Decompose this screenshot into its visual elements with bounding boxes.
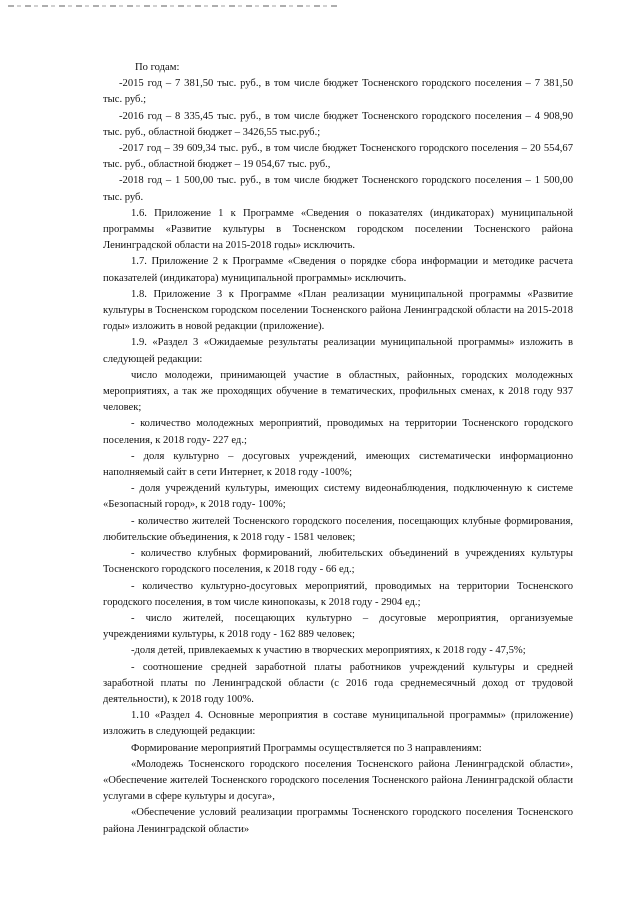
result-cctv-share: - доля учреждений культуры, имеющих систему видеонаблюдения, подключенную к системе «Безопасный город», к 2018 году- 100%; bbox=[103, 483, 573, 511]
result-youth-events: - количество молодежных мероприятий, проводимых на территории Тосненского городского поселения, к 2018 году- 227 ед.; bbox=[103, 418, 573, 446]
result-websites-share: - доля культурно – досуговых учреждений, имеющих систематически информационно наполняемый сайт в сети Интернет, к 2018 году -100%; bbox=[103, 450, 573, 479]
item-1-10: 1.10 «Раздел 4. Основные мероприятия в составе муниципальной программы» (приложение) изложить в следующей редакции: bbox=[103, 710, 573, 738]
direction-support: «Обеспечение условий реализации программы Тосненского городского поселения Тосненского района Ленинградской области» bbox=[103, 807, 573, 835]
scan-artifact bbox=[8, 5, 338, 7]
result-children-share: -доля детей, привлекаемых к участию в творческих мероприятиях, к 2018 году - 47,5%; bbox=[131, 645, 526, 657]
document-page bbox=[103, 60, 573, 838]
result-salary-ratio: - соотношение средней заработной платы работников учреждений культуры и средней заработной платы по Ленинградской области (с 2016 года среднемесячный доход от трудовой деятельности), к 2018 году 100%. bbox=[103, 661, 573, 705]
directions-list: «Молодежь Тосненского городского поселения Тосненского района Ленинградской области», «Обеспечение жителей Тосненского городского поселения Тосненского района Ленинградской области услугами в сфере культуры и досуга», bbox=[103, 758, 573, 803]
result-youth-count: число молодежи, принимающей участие в областных, районных, городских молодежных мероприятиях, а так же проходящих обучение в тематических, профильных сменах, к 2018 году 937 человек; bbox=[103, 369, 573, 414]
budget-2015: -2015 год – 7 381,50 тыс. руб., в том числе бюджет Тосненского городского поселения – 7 381,50 тыс. руб.; bbox=[103, 78, 573, 106]
item-1-6: 1.6. Приложение 1 к Программе «Сведения о показателях (индикаторах) муниципальной программы «Развитие культуры в Тосненском городском поселении Тосненского района Ленинградской области на 2015-2018 годы» исключить. bbox=[103, 207, 573, 252]
directions-intro: Формирование мероприятий Программы осуществляется по 3 направлениям: bbox=[131, 742, 482, 754]
heading-by-years: По годам: bbox=[135, 62, 180, 73]
budget-2017: -2017 год – 39 609,34 тыс. руб., в том числе бюджет Тосненского городского поселения – 20 554,67 тыс. руб., областной бюджет – 19 054,67 тыс. руб., bbox=[103, 143, 573, 171]
item-1-9: 1.9. «Раздел 3 «Ожидаемые результаты реализации муниципальной программы» изложить в следующей редакции: bbox=[103, 337, 573, 365]
result-club-visitors: - количество жителей Тосненского городского поселения, посещающих клубные формирования, любительские объединения, к 2018 году - 1581 человек; bbox=[103, 515, 573, 543]
item-1-7: 1.7. Приложение 2 к Программе «Сведения о порядке сбора информации и методике расчета показателей (индикатора) муниципальной программы» исключить. bbox=[103, 256, 573, 284]
budget-2016: -2016 год – 8 335,45 тыс. руб., в том числе бюджет Тосненского городского поселения – 4 908,90 тыс. руб., областной бюджет – 3426,55 тыс.руб.; bbox=[103, 110, 573, 138]
item-1-8: 1.8. Приложение 3 к Программе «План реализации муниципальной программы «Развитие культуры в Тосненском городском поселении Тосненского района Ленинградской области на 2015-2018 годы» изложить в новой редакции (приложение). bbox=[103, 288, 573, 333]
result-event-visitors: - число жителей, посещающих культурно – досуговые мероприятия, организуемые учреждениями культуры, к 2018 году - 162 889 человек; bbox=[103, 612, 573, 641]
result-cultural-events: - количество культурно-досуговых мероприятий, проводимых на территории Тосненского городского поселения, в том числе кинопоказы, к 2018 году - 2904 ед.; bbox=[103, 580, 573, 608]
budget-2018: -2018 год – 1 500,00 тыс. руб., в том числе бюджет Тосненского городского поселения – 1 500,00 тыс. руб. bbox=[103, 175, 573, 203]
result-club-formations: - количество клубных формирований, любительских объединений в учреждениях культуры Тосненского городского поселения, к 2018 году - 66 ед.; bbox=[103, 548, 573, 576]
